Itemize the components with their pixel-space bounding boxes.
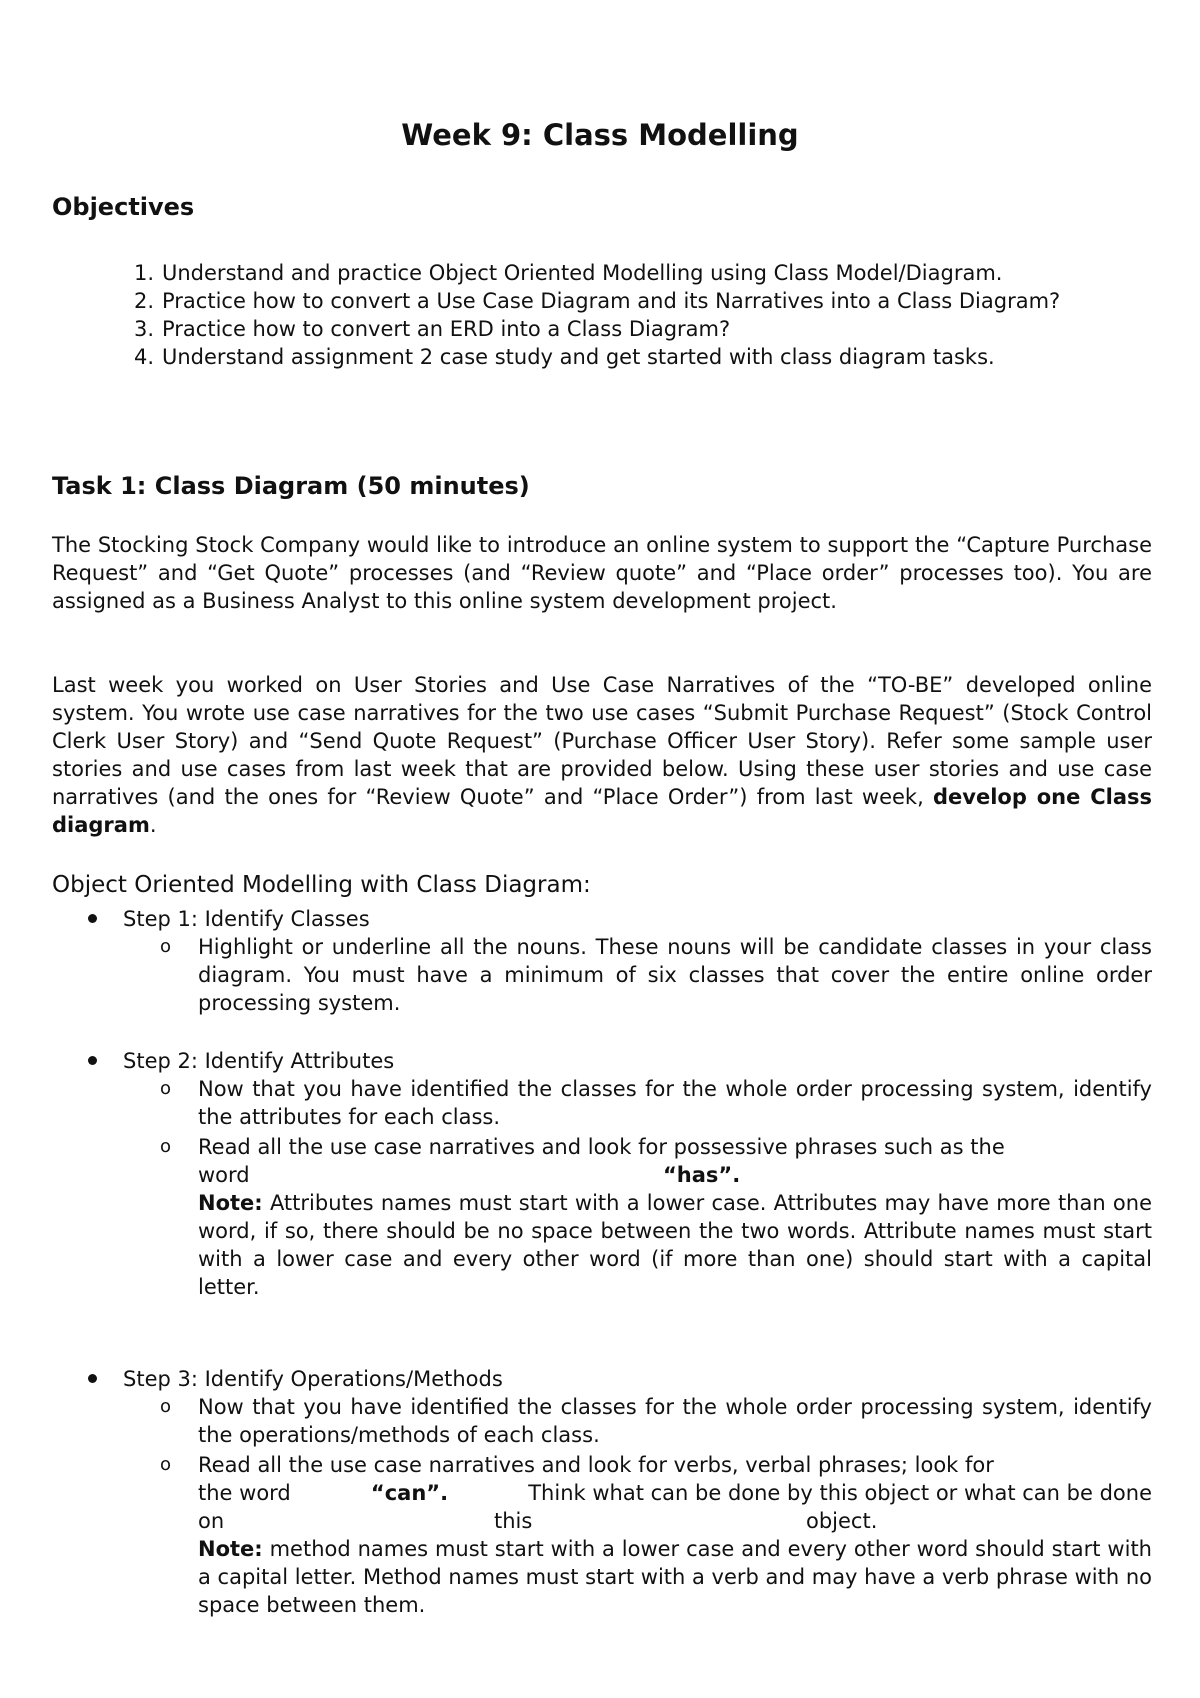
step-3-note-text: method names must start with a lower case and every other word should start with a capital letter. Method names must start with a verb and may have a verb phrase with no space between them. <box>198 1537 1152 1617</box>
oom-heading: Object Oriented Modelling with Class Diagram: <box>52 872 591 898</box>
objective-number: 1. <box>133 261 154 285</box>
task1-paragraph-2-end: . <box>149 813 157 837</box>
circle-bullet-icon: o <box>160 1454 172 1475</box>
objective-item <box>120 287 1180 315</box>
step-2-has: “has”. <box>663 1163 741 1187</box>
step-3-on: on <box>198 1509 225 1533</box>
task1-paragraph-2-text: Last week you worked on User Stories and Use Case Narratives of the “TO-BE” developed online system. You wrote use case narratives for the two use cases “Submit Purchase Request” (Stock Control Clerk User Story) and “Send Quote Request” (Purchase Officer User Story). Refer some sample user stories and use cases from last week that are provided below. Using these user stories and use case narratives (and the ones for “Review Quote” and “Place Order”) from last week, <box>52 673 1152 809</box>
step-3-sub-2-line-1: Read all the use case narratives and look for verbs, verbal phrases; look for <box>198 1453 994 1477</box>
objectives-heading: Objectives <box>52 193 195 221</box>
step-1-label: Step 1: Identify Classes <box>123 907 370 931</box>
objective-number: 3. <box>133 317 154 341</box>
step-2-sub-1 <box>160 1075 1152 1131</box>
step-2-label: Step 2: Identify Attributes <box>123 1049 395 1073</box>
step-2-note-label: Note: <box>198 1191 263 1215</box>
step-2-sub-2-line-2 <box>198 1161 1152 1189</box>
step-1-sub-1 <box>160 933 1152 1017</box>
step-3-object: object. <box>806 1509 878 1533</box>
step-2-note-text: Attributes names must start with a lower case. Attributes may have more than one word, if so, there should be no space between the two words. Attribute names must start with a lower case and every other word (if more than one) should start with a capital letter. <box>198 1191 1152 1299</box>
objective-item <box>120 259 1180 287</box>
step-2-sub-2 <box>160 1133 1152 1301</box>
step-2-word: word <box>198 1163 250 1187</box>
objective-text: Understand assignment 2 case study and get started with class diagram tasks. <box>162 345 995 369</box>
objective-number: 2. <box>133 289 154 313</box>
task1-paragraph-1: The Stocking Stock Company would like to introduce an online system to support the “Capture Purchase Request” and “Get Quote” processes (and “Review quote” and “Place order” processes too). You are assigned as a Business Analyst to this online system development project. <box>52 533 1152 613</box>
step-3-sub-1-text: Now that you have identified the classes for the whole order processing system, identify the operations/methods of each class. <box>198 1395 1152 1447</box>
task1-paragraph-2 <box>52 671 1152 839</box>
objective-number: 4. <box>133 345 154 369</box>
step-3-bullet <box>88 1365 503 1393</box>
step-3-sub-2-line-3 <box>198 1507 1152 1535</box>
objective-text: Practice how to convert a Use Case Diagram and its Narratives into a Class Diagram? <box>162 289 1061 313</box>
step-3-label: Step 3: Identify Operations/Methods <box>123 1367 503 1391</box>
step-1-bullet <box>88 905 370 933</box>
step-3-can: “can”. <box>370 1481 449 1505</box>
step-3-this: this <box>494 1509 533 1533</box>
step-3-sub-2-line-2 <box>198 1479 1152 1507</box>
step-3-sub-2-text <box>198 1451 1152 1619</box>
objective-text: Understand and practice Object Oriented Modelling using Class Model/Diagram. <box>162 261 1003 285</box>
page-title: Week 9: Class Modelling <box>401 118 799 152</box>
bullet-icon <box>88 1056 97 1065</box>
objectives-list <box>120 259 1180 371</box>
circle-bullet-icon: o <box>160 1396 172 1417</box>
step-2-note <box>198 1189 1152 1301</box>
step-2-bullet <box>88 1047 394 1075</box>
step-2-sub-2-text <box>198 1133 1152 1301</box>
bullet-icon <box>88 914 97 923</box>
step-3-note <box>198 1535 1152 1619</box>
task1-heading: Task 1: Class Diagram (50 minutes) <box>52 472 530 500</box>
objective-item <box>120 315 1180 343</box>
step-3-the-word: the word <box>198 1481 291 1505</box>
circle-bullet-icon: o <box>160 1078 172 1099</box>
step-3-sub-2 <box>160 1451 1152 1619</box>
step-3-sub-1 <box>160 1393 1152 1449</box>
step-3-note-label: Note: <box>198 1537 263 1561</box>
objective-item <box>120 343 1180 371</box>
step-1-sub-1-text: Highlight or underline all the nouns. These nouns will be candidate classes in your class diagram. You must have a minimum of six classes that cover the entire online order processing system. <box>198 935 1152 1015</box>
step-2-sub-2-line-1: Read all the use case narratives and look for possessive phrases such as the <box>198 1135 1005 1159</box>
step-2-sub-1-text: Now that you have identified the classes for the whole order processing system, identify the attributes for each class. <box>198 1077 1152 1129</box>
step-3-post: Think what can be done by this object or what can be done <box>528 1481 1152 1505</box>
objective-text: Practice how to convert an ERD into a Class Diagram? <box>162 317 731 341</box>
task1-paragraph-2-bold: develop one Class diagram <box>52 785 1152 837</box>
circle-bullet-icon: o <box>160 1136 172 1157</box>
bullet-icon <box>88 1374 97 1383</box>
circle-bullet-icon: o <box>160 936 172 957</box>
